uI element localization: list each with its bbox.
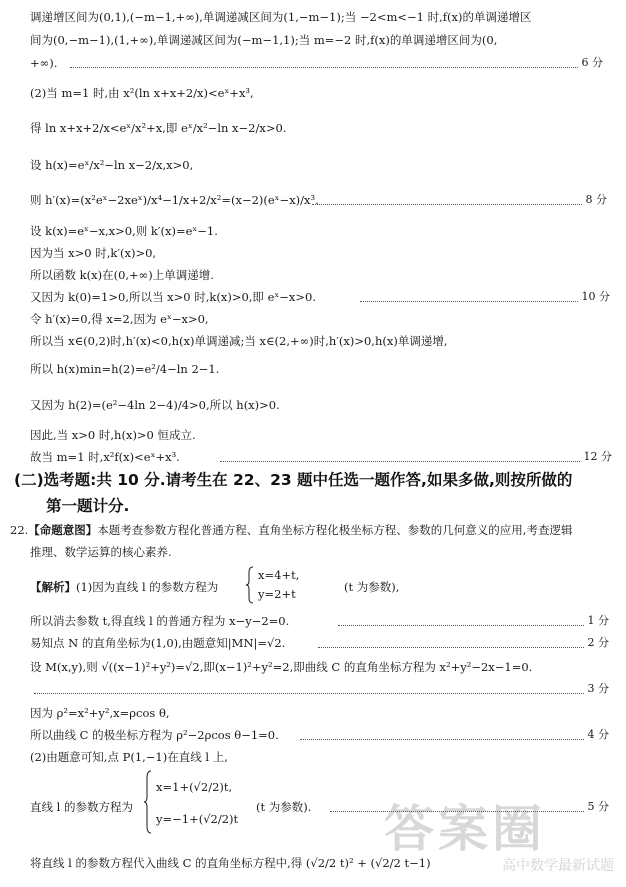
equation-system: x=4+t, y=2+t (246, 566, 342, 604)
score-mark: 3 分 (34, 682, 609, 696)
text-line: 设 k(x)=eˣ−x,x>0,则 k′(x)=eˣ−1. (30, 224, 218, 238)
text-line: 因此,当 x>0 时,h(x)>0 恒成立. (30, 428, 196, 442)
text-line: 调递增区间为(0,1),(−m−1,+∞),单调递减区间为(1,−m−1);当 −2<m<−1 时,f(x)的单调递增区 (30, 10, 532, 24)
brace-icon (246, 566, 254, 604)
text-line: 所以消去参数 t,得直线 l 的普通方程为 x−y−2=0. (30, 614, 290, 628)
watermark-logo: 答案圈 (384, 800, 546, 858)
text-line: 又因为 h(2)=(e²−4ln 2−4)/4>0,所以 h(x)>0. (30, 398, 280, 412)
text-line: 设 h(x)=eˣ/x²−ln x−2/x,x>0, (30, 158, 194, 172)
text-line: (t 为参数). (256, 800, 312, 814)
text-line: 故当 m=1 时,x²f(x)<eˣ+x³. (30, 450, 180, 464)
watermark-caption: 高中数学最新试题 (502, 858, 614, 874)
score-mark: 1 分 (338, 614, 609, 628)
text-line: 间为(0,−m−1),(1,+∞),单调递减区间为(−m−1,1);当 m=−2 时,f(x)的单调递增区间为(0, (30, 33, 498, 47)
text-line: 因为当 x>0 时,k′(x)>0, (30, 246, 157, 260)
text-line: (2)由题意可知,点 P(1,−1)在直线 l 上, (30, 750, 228, 764)
score-mark: 2 分 (318, 636, 609, 650)
text-line: 所以当 x∈(0,2)时,h′(x)<0,h(x)单调递减;当 x∈(2,+∞)时,h′(x)>0,h(x)单调递增, (30, 334, 448, 348)
score-mark: 10 分 (360, 290, 610, 304)
text-line: (2)当 m=1 时,由 x²(ln x+x+2/x)<eˣ+x³, (30, 86, 254, 100)
score-mark: 12 分 (220, 450, 612, 464)
equation-system: x=1+(√2/2)t, y=−1+(√2/2)t (144, 770, 254, 834)
question-intent: 22.【命题意图】本题考查参数方程化普通方程、直角坐标方程化极坐标方程、参数的几何意义的应用,考查逻辑 (10, 523, 573, 537)
text-line: 设 M(x,y),则 √((x−1)²+y²)=√2,即(x−1)²+y²=2,即曲线 C 的直角坐标方程为 x²+y²−2x−1=0. (30, 660, 533, 674)
text-line: (t 为参数), (344, 580, 400, 594)
score-mark: 5 分 (330, 800, 609, 814)
score-mark: 6 分 (70, 56, 603, 70)
text-line: 因为 ρ²=x²+y²,x=ρcos θ, (30, 706, 170, 720)
text-line: 所以曲线 C 的极坐标方程为 ρ²−2ρcos θ−1=0. (30, 728, 279, 742)
score-mark: 4 分 (300, 728, 609, 742)
text-line: +∞). (30, 56, 58, 70)
section-heading: (二)选考题:共 10 分.请考生在 22、23 题中任选一题作答,如果多做,则按所做的 (14, 471, 573, 489)
text-line: 直线 l 的参数方程为 (30, 800, 133, 814)
score-mark: 8 分 (312, 193, 607, 207)
text-line: 易知点 N 的直角坐标为(1,0),由题意知|MN|=√2. (30, 636, 286, 650)
text-line: 将直线 l 的参数方程代入曲线 C 的直角坐标方程中,得 (√2/2 t)² + (√2/2 t−1) (30, 856, 431, 870)
analysis-line: 【解析】(1)因为直线 l 的参数方程为 (30, 580, 219, 594)
text-line: 所以 h(x)min=h(2)=e²/4−ln 2−1. (30, 362, 220, 376)
section-heading: 第一题计分. (46, 497, 130, 515)
text-line: 令 h′(x)=0,得 x=2,因为 eˣ−x>0, (30, 312, 209, 326)
text-line: 所以函数 k(x)在(0,+∞)上单调递增. (30, 268, 214, 282)
text-line: 又因为 k(0)=1>0,所以当 x>0 时,k(x)>0,即 eˣ−x>0. (30, 290, 316, 304)
text-line: 推理、数学运算的核心素养. (30, 545, 172, 559)
watermark (384, 789, 614, 881)
text-line: 则 h′(x)=(x²eˣ−2xeˣ)/x⁴−1/x+2/x²=(x−2)(eˣ−x)/x³. (30, 193, 319, 207)
brace-icon (144, 770, 152, 834)
text-line: 得 ln x+x+2/x<eˣ/x²+x,即 eˣ/x²−ln x−2/x>0. (30, 121, 287, 135)
